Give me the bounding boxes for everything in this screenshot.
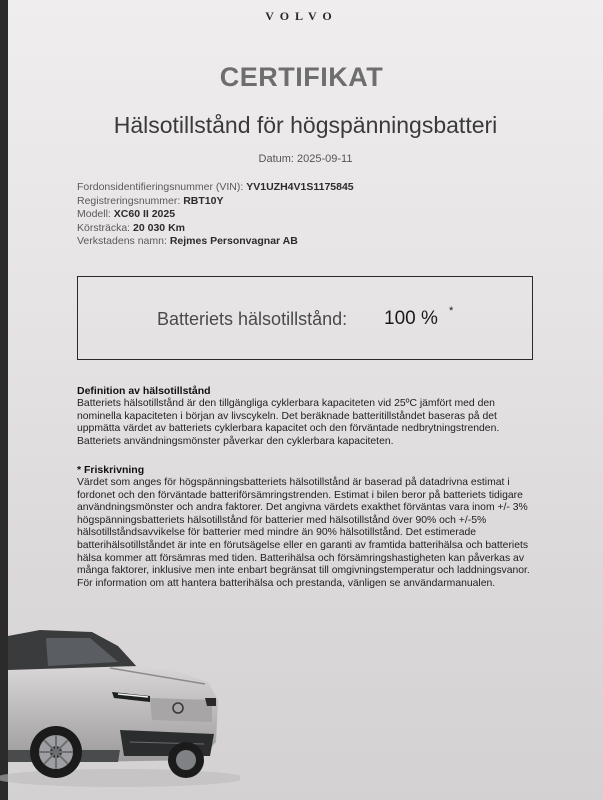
battery-health-value: 100 %	[384, 308, 438, 329]
mileage-label: Körsträcka:	[77, 221, 131, 234]
disclaimer-line: För information om att hantera batterihälsa och prestanda, vänligen se användarmanualen.	[77, 577, 496, 589]
reg-label: Registreringsnummer:	[77, 194, 181, 207]
workshop-row	[77, 235, 354, 249]
battery-health-box	[77, 276, 533, 360]
model-value: XC60 II 2025	[113, 208, 176, 221]
disclaimer-line: många faktorer, inklusive men inte enbart begränsat till omgivningstemperatur och laddningsvanor.	[77, 565, 530, 577]
model-label: Modell:	[77, 208, 111, 221]
reg-value: RBT10Y	[183, 194, 224, 207]
vin-label: Fordonsidentifieringsnummer (VIN):	[77, 181, 244, 193]
certificate-subtitle: Hälsotillstånd för högspänningsbatteri	[113, 112, 498, 138]
reg-row	[77, 195, 354, 209]
definition-line: Batteriets hälsotillstånd är den tillgängliga cyklerbara kapaciteten vid 25ºC jämfört med den	[77, 398, 495, 409]
disclaimer-line: hälsotillståndsavvikelse för batterier med mindre än 90% hälsotillstånd. Det estimerade	[77, 527, 477, 539]
disclaimer-title: * Friskrivning	[77, 464, 145, 476]
definition-line: Batteriets användningsmönster påverkar den cyklerbara kapaciteten.	[77, 435, 394, 447]
vin-row	[77, 181, 354, 195]
definition-line: uppmätta värdet av batteriets cyklerbara kapacitet och den förväntade nedbrytningstrenden.	[77, 423, 500, 435]
disclaimer-text	[77, 477, 547, 590]
vehicle-info	[77, 181, 354, 249]
definition-text	[77, 398, 547, 448]
disclaimer-line: Värdet som anges för högspänningsbatteriets hälsotillstånd är baserad på datadrivna estimat i	[77, 477, 510, 488]
volvo-logo: VOLVO	[265, 9, 338, 23]
model-row	[77, 208, 354, 222]
disclaimer-line: batterihälsotillståndet är inte en förutsägelse eller en garanti av framtida batterihälsa och batteriets	[77, 539, 529, 551]
mileage-row	[77, 222, 354, 236]
battery-health-label: Batteriets hälsotillstånd:	[157, 309, 348, 329]
vin-value: YV1UZH4V1S1175845	[246, 181, 354, 193]
disclaimer-line: hälsa kommer att försämras med tiden. Batterihälsa och försämringshastigheten kan påverkas av	[77, 552, 525, 564]
workshop-label: Verkstadens namn:	[77, 235, 167, 248]
disclaimer-line: användningsmönster och andra faktorer. Det angivna värdets exakthet förväntas vara inom +/- 3%	[77, 502, 528, 514]
definition-title: Definition av hälsotillstånd	[77, 385, 211, 397]
certificate-title: CERTIFIKAT	[219, 62, 384, 92]
certificate-date: Datum: 2025-09-11	[258, 153, 353, 165]
disclaimer-line: fordonet och den förväntade batteriförsämringstrenden. Estimat i bilen beror på batteriets tidigare	[77, 489, 523, 501]
definition-line: nominella kapaciteten i början av livscykeln. Det beräknade batteritillståndet baseras på det	[77, 410, 497, 422]
car-image	[0, 610, 240, 800]
mileage-value: 20 030 Km	[133, 221, 185, 234]
workshop-value: Rejmes Personvagnar AB	[169, 235, 298, 248]
footnote-marker: *	[449, 305, 454, 317]
disclaimer-line: högspänningsbatteriets hälsotillstånd för batterier med hälsotillstånd över 90% och +/-5%	[77, 514, 487, 526]
